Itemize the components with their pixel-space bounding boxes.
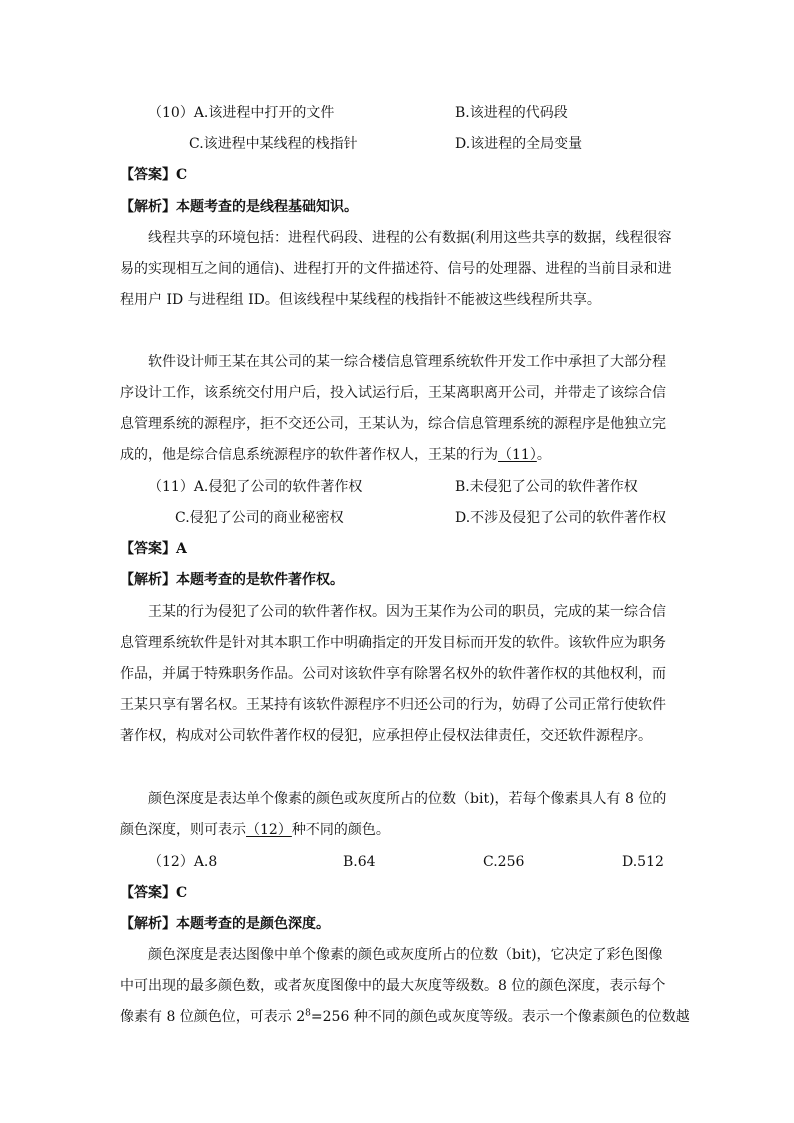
q10-answer — [120, 166, 187, 184]
q12-option-b: B.64 — [343, 854, 376, 870]
q11-answer — [120, 540, 187, 558]
q10-analysis-line-1: 线程共享的环境包括：进程代码段、进程的公有数据(利用这些共享的数据，线程很容 — [148, 230, 672, 246]
q11-stem-line-4: 成的，他是综合信息系统源程序的软件著作权人，王某的行为（11）。 — [120, 447, 551, 463]
q12-blank: （12） — [246, 822, 292, 838]
q12-option-a: （12）A.8 — [148, 854, 218, 870]
analysis-label: 【解析】 — [120, 916, 176, 932]
answer-value: C — [176, 885, 188, 901]
q12-stem-line-2: 颜色深度，则可表示（12）种不同的颜色。 — [120, 822, 390, 838]
q11-stem-line-3: 息管理系统的源程序，拒不交还公司，王某认为，综合信息管理系统的源程序是他独立完 — [120, 416, 666, 432]
q11-analysis-line-2: 息管理系统软件是针对其本职工作中明确指定的开发目标而开发的软件。该软件应为职务 — [120, 635, 666, 651]
q11-analysis-line-4: 王某只享有署名权。王某持有该软件源程序不归还公司的行为，妨碍了公司正常行使软件 — [120, 697, 666, 713]
q11-option-c: C.侵犯了公司的商业秘密权 — [175, 510, 344, 526]
q11-analysis-line-1: 王某的行为侵犯了公司的软件著作权。因为王某作为公司的职员，完成的某一综合信 — [148, 604, 666, 620]
q11-analysis-heading — [120, 571, 344, 589]
answer-label: 【答案】 — [120, 541, 176, 557]
q10-analysis-line-2: 易的实现相互之间的通信)、进程打开的文件描述符、信号的处理器、进程的当前目录和进 — [120, 261, 672, 277]
q10-analysis-line-3: 程用户 ID 与进程组 ID。但该线程中某线程的栈指针不能被这些线程所共享。 — [120, 292, 601, 308]
q11-stem-line-2: 序设计工作，该系统交付用户后，投入试运行后，王某离职离开公司，并带走了该综合信 — [120, 385, 666, 401]
analysis-title: 本题考查的是颜色深度。 — [176, 916, 330, 932]
q10-option-b: B.该进程的代码段 — [455, 105, 568, 121]
analysis-label: 【解析】 — [120, 572, 176, 588]
analysis-title: 本题考查的是线程基础知识。 — [176, 199, 358, 215]
analysis-label: 【解析】 — [120, 199, 176, 215]
q10-option-d: D.该进程的全局变量 — [455, 136, 583, 152]
q12-analysis-line-1: 颜色深度是表达图像中单个像素的颜色或灰度所占的位数（bit)，它决定了彩色图像 — [148, 947, 663, 963]
analysis-title: 本题考查的是软件著作权。 — [176, 572, 344, 588]
q10-option-a: （10）A.该进程中打开的文件 — [148, 105, 335, 121]
answer-label: 【答案】 — [120, 167, 176, 183]
q12-answer — [120, 884, 187, 902]
q11-option-d: D.不涉及侵犯了公司的软件著作权 — [455, 510, 667, 526]
q11-analysis-line-3: 作品，并属于特殊职务作品。公司对该软件享有除署名权外的软件著作权的其他权利，而 — [120, 666, 666, 682]
q12-analysis-heading — [120, 915, 330, 933]
exponent: 8 — [305, 1008, 311, 1019]
q12-option-c: C.256 — [483, 854, 525, 870]
q12-analysis-line-2: 中可出现的最多颜色数，或者灰度图像中的最大灰度等级数。8 位的颜色深度，表示每个 — [120, 978, 666, 994]
q11-blank: （11） — [498, 447, 537, 463]
q10-analysis-heading — [120, 198, 358, 216]
q11-option-b: B.未侵犯了公司的软件著作权 — [455, 479, 638, 495]
q11-stem-line-1: 软件设计师王某在其公司的某一综合楼信息管理系统软件开发工作中承担了大部分程 — [148, 354, 666, 370]
answer-value: C — [176, 167, 188, 183]
q12-analysis-line-3: 像素有 8 位颜色位，可表示 $2^8=256$ 种不同的颜色或灰度等级。表示一个像素颜色的位数越 — [120, 1008, 690, 1025]
answer-label: 【答案】 — [120, 885, 176, 901]
q11-analysis-line-5: 著作权，构成对公司软件著作权的侵犯，应承担停止侵权法律责任，交还软件源程序。 — [120, 728, 652, 744]
q12-option-d: D.512 — [622, 854, 664, 870]
q12-stem-line-1: 颜色深度是表达单个像素的颜色或灰度所占的位数（bit)，若每个像素具人有 8 位的 — [148, 791, 667, 807]
q10-option-c: C.该进程中某线程的栈指针 — [189, 136, 358, 152]
answer-value: A — [176, 541, 187, 557]
q11-option-a: （11）A.侵犯了公司的软件著作权 — [148, 479, 363, 495]
